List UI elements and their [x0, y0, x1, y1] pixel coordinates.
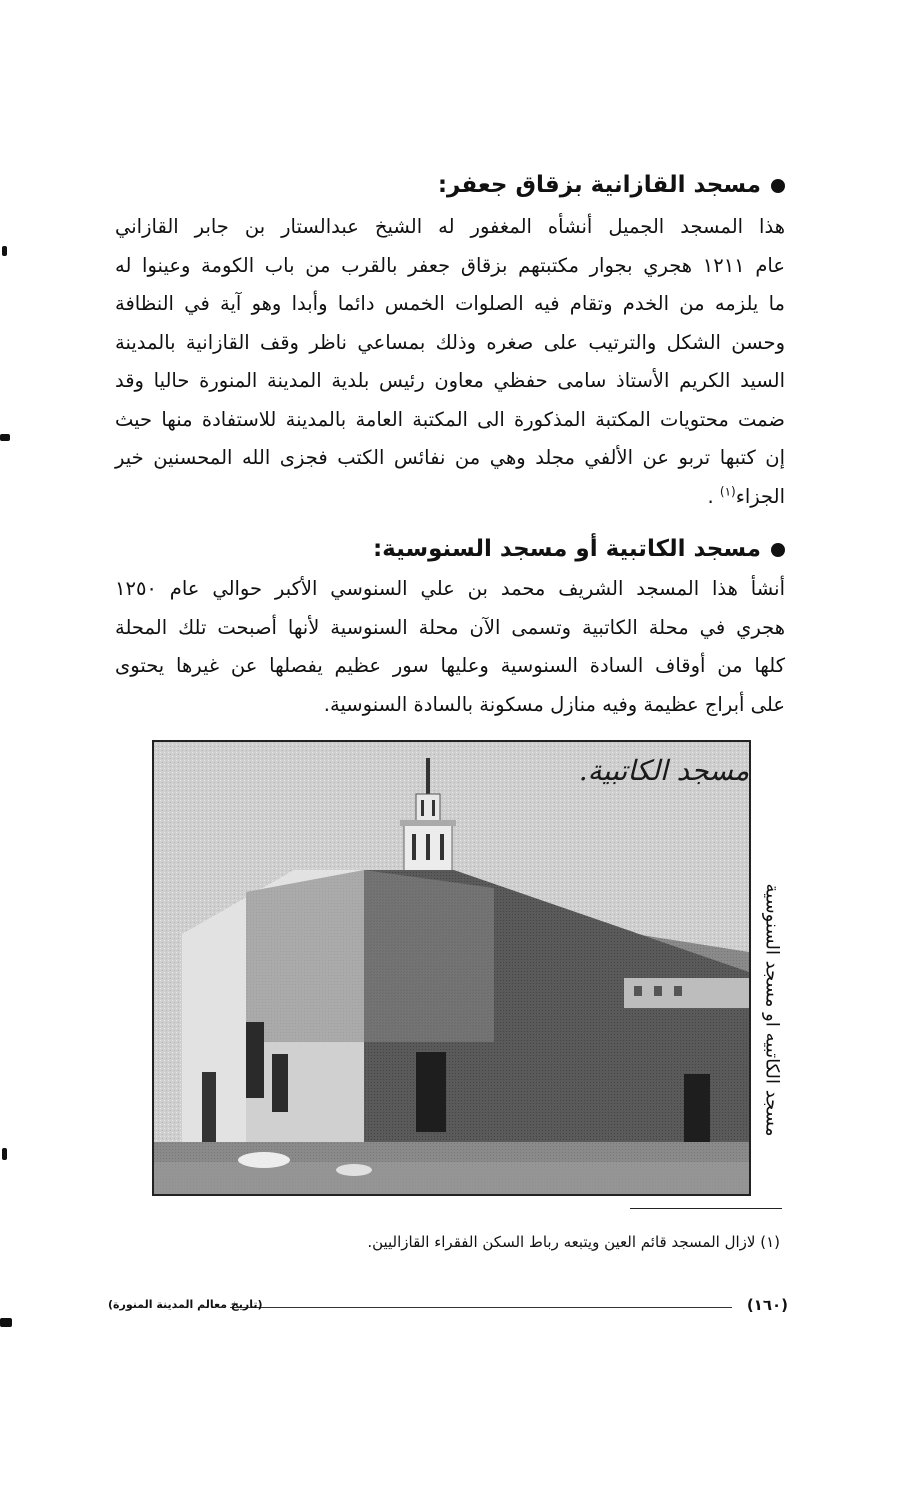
- paragraph-last-line: على أبراج عظيمة وفيه منازل مسكونة بالسادة السنوسية.: [323, 692, 785, 716]
- section-paragraph-katibiya: [115, 570, 785, 724]
- paragraph-line-end: .: [707, 484, 720, 508]
- scan-margin-mark: [2, 1148, 7, 1160]
- section-heading-text: مسجد القازانية بزقاق جعفر:: [437, 172, 761, 198]
- footnote-reference: (١): [719, 484, 736, 498]
- handwritten-note: مسجد الكاتبية.: [578, 754, 749, 787]
- paragraph-line: ضمت محتويات المكتبة المذكورة الى المكتبة العامة بالمدينة للاستفادة منها حيث: [115, 407, 785, 431]
- photo-side-caption: [752, 880, 792, 1140]
- scan-margin-mark: [0, 1318, 12, 1327]
- section-heading-qazaniya: [438, 170, 785, 200]
- paragraph-line-text: الجزاء: [735, 484, 785, 508]
- paragraph-line: هذا المسجد الجميل أنشأه المغفور له الشيخ عبدالستار بن جابر القازاني: [115, 215, 785, 238]
- paragraph-line: إن كتبها تربو عن الألفي مجلد وهي من نفائس الكتب فجزى الله المحسنين خير: [115, 446, 785, 469]
- footnote-divider: [630, 1208, 782, 1209]
- paragraph-line: وحسن الشكل والترتيب على صغره وذلك بمساعي ناظر وقف القازانية بالمدينة: [115, 330, 785, 354]
- scan-margin-mark: [2, 246, 7, 256]
- page-number: (١٦٠): [746, 1296, 788, 1314]
- section-paragraph-qazaniya: [115, 208, 785, 516]
- scan-margin-mark: [0, 434, 10, 441]
- section-heading-katibiya: [373, 534, 785, 564]
- photo-side-caption-text: مسجد الكاتبيه او مسجد السنوسية: [761, 883, 783, 1137]
- paragraph-line: كلها من أوقاف السادة السنوسية وعليها سور عظيم يفصلها عن غيرها يحتوى: [115, 654, 785, 677]
- mosque-photograph: [152, 740, 751, 1196]
- bullet-icon: [771, 179, 785, 193]
- paragraph-line: هجري في محلة الكاتبية وتسمى الآن محلة السنوسية لأنها أصبحت تلك المحلة: [115, 615, 785, 639]
- bullet-icon: [771, 543, 785, 557]
- paragraph-line: السيد الكريم الأستاذ سامى حفظي معاون رئيس بلدية المدينة المنورة حاليا وقد: [115, 369, 785, 392]
- paragraph-line: أنشأ هذا المسجد الشريف محمد بن علي السنوسي الأكبر حوالي عام ١٢٥٠: [115, 577, 785, 600]
- running-title: (تاريخ معالم المدينة المنورة): [108, 1298, 263, 1311]
- paragraph-last-line: [115, 478, 785, 517]
- footnote: (١) لازال المسجد قائم العين ويتبعه رباط السكن الفقراء القازاليين.: [367, 1233, 780, 1251]
- paragraph-line: عام ١٢١١ هجري بجوار مكتبتهم بزقاق جعفر بالقرب من باب الكومة وعينوا له: [115, 253, 785, 277]
- section-heading-text: مسجد الكاتبية أو مسجد السنوسية:: [372, 536, 761, 562]
- page-footer: [108, 1296, 788, 1320]
- paragraph-line: ما يلزمه من الخدم وتقام فيه الصلوات الخمس دائما وأبدا وهو آية في النظافة: [115, 292, 785, 315]
- footer-rule: [230, 1307, 732, 1308]
